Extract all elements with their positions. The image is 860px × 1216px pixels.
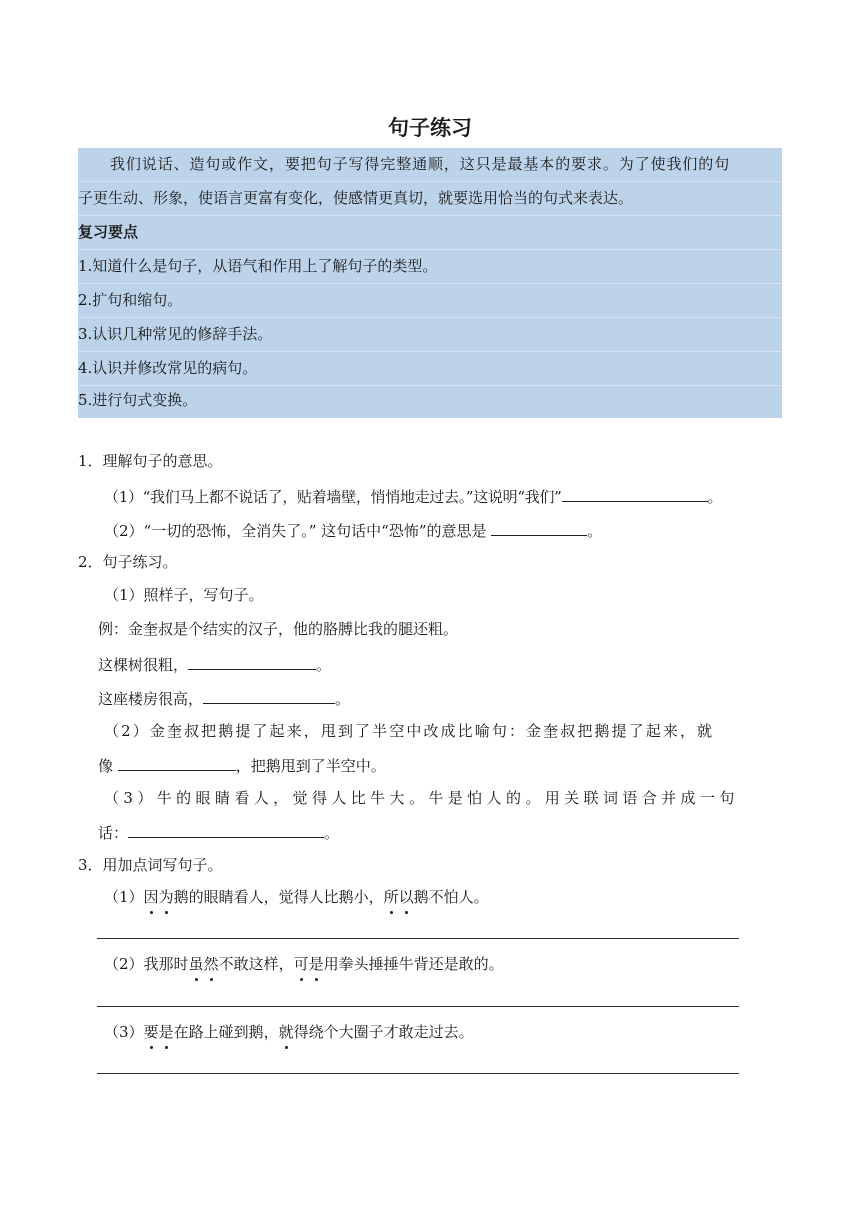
review-item: 2.扩句和缩句。 — [78, 284, 782, 318]
sentence-text: 鹅的眼睛看人，觉得人比鹅小， — [173, 888, 384, 906]
intro-line-2: 子更生动、形象，使语言更富有变化，使感情更真切，就要选用恰当的句式来表达。 — [78, 182, 782, 216]
dotted-word: 可 — [293, 955, 309, 973]
question-1-label: 1．理解句子的意思。 — [78, 452, 223, 470]
dotted-word: 要 — [143, 1023, 159, 1041]
question-2-sub-3-line-1: （3）牛的眼睛看人，觉得人比牛大。牛是怕人的。用关联词语合并成一句 — [104, 789, 739, 807]
review-item: 5.进行句式变换。 — [78, 391, 198, 409]
review-item: 3.认识几种常见的修辞手法。 — [78, 318, 782, 352]
dotted-word: 是 — [308, 955, 324, 973]
question-3-sentence-1 — [104, 887, 489, 907]
sentence-text: （3） — [104, 1023, 144, 1041]
sentence-text: 得绕个大圈子才敢走过去。 — [293, 1023, 474, 1041]
answer-blank[interactable] — [203, 687, 335, 704]
question-2-example: 例：金奎叔是个结实的汉子，他的胳膊比我的腿还粗。 — [98, 620, 459, 638]
question-1-sentence-1 — [104, 485, 722, 507]
question-2-sub-2-line-2-end: ，把鹅甩到了半空中。 — [235, 757, 386, 775]
sentence-text: （2）我那时 — [104, 955, 189, 973]
review-heading: 复习要点 — [78, 216, 782, 250]
answer-line[interactable] — [97, 1073, 739, 1074]
question-2-fill-2-text: 这座楼房很高， — [98, 690, 204, 708]
question-3-sentence-3 — [104, 1022, 474, 1042]
answer-blank[interactable] — [118, 754, 236, 771]
dotted-word: 就 — [278, 1023, 294, 1041]
question-2-fill-1-text: 这棵树很粗， — [98, 656, 189, 674]
question-2-fill-1-end: 。 — [316, 656, 332, 674]
page-title: 句子练习 — [388, 116, 472, 140]
question-3-label: 3．用加点词写句子。 — [78, 856, 223, 874]
question-2-fill-2 — [98, 687, 350, 709]
question-2-label: 2．句子练习。 — [78, 553, 178, 571]
answer-blank[interactable] — [491, 519, 587, 536]
dotted-word: 虽 — [188, 955, 204, 973]
sentence-text: 用拳头捶捶牛背还是敢的。 — [323, 955, 504, 973]
dotted-word: 为 — [158, 888, 174, 906]
sentence-text: 鹅不怕人。 — [413, 888, 489, 906]
sentence-text: 在路上碰到鹅， — [173, 1023, 279, 1041]
answer-blank[interactable] — [562, 485, 708, 502]
question-1-sentence-2 — [104, 519, 602, 541]
question-1-sentence-1-end: 。 — [707, 488, 723, 506]
question-2-sub-3-line-2-start: 话： — [98, 824, 129, 842]
answer-blank[interactable] — [188, 653, 316, 670]
question-1-sentence-2-text: （2）“一切的恐怖，全消失了。” 这句话中“恐怖”的意思是 — [104, 522, 487, 540]
question-2-sub-2-line-1: （2）金奎叔把鹅提了起来，甩到了半空中改成比喻句：金奎叔把鹅提了起来，就 — [104, 722, 715, 740]
sentence-text: （1） — [104, 888, 144, 906]
intro-line-1: 我们说话、造句或作文，要把句子写得完整通顺，这只是最基本的要求。为了使我们的句 — [78, 148, 782, 182]
dotted-word: 是 — [158, 1023, 174, 1041]
question-2-sub-3-line-2-end: 。 — [324, 824, 340, 842]
dotted-word: 所 — [383, 888, 399, 906]
answer-line[interactable] — [97, 1006, 739, 1007]
answer-blank[interactable] — [128, 821, 324, 838]
question-2-fill-1 — [98, 653, 331, 675]
answer-line[interactable] — [97, 938, 739, 939]
dotted-word: 以 — [398, 888, 414, 906]
question-3-sentence-2 — [104, 954, 504, 974]
question-2-sub-2-line-2 — [98, 754, 386, 776]
question-2-fill-2-end: 。 — [335, 690, 351, 708]
intro-box — [78, 148, 782, 418]
dotted-word: 因 — [143, 888, 159, 906]
review-item: 1.知道什么是句子，从语气和作用上了解句子的类型。 — [78, 250, 782, 284]
question-2-sub-1: （1）照样子，写句子。 — [104, 586, 264, 604]
question-1-sentence-2-end: 。 — [587, 522, 603, 540]
review-item: 4.认识并修改常见的病句。 — [78, 352, 782, 386]
question-1-sentence-1-text: （1）“我们马上都不说话了，贴着墙壁，悄悄地走过去。”这说明“我们” — [104, 488, 562, 506]
question-2-sub-3-line-2 — [98, 821, 339, 843]
question-2-sub-2-line-2-start: 像 — [98, 757, 114, 775]
dotted-word: 然 — [203, 955, 219, 973]
sentence-text: 不敢这样， — [218, 955, 294, 973]
